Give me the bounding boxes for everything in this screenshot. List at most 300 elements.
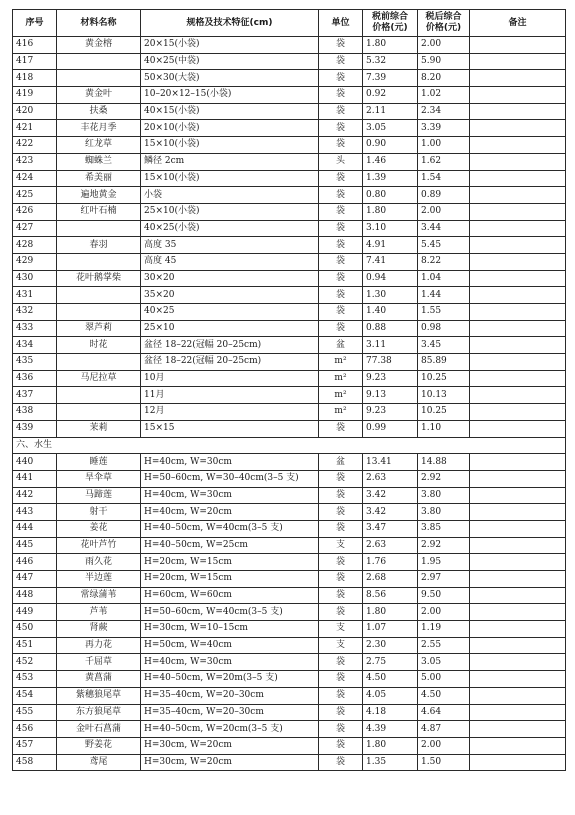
unit: 袋 [319, 470, 363, 487]
note [470, 537, 566, 554]
item-number: 429 [13, 253, 57, 270]
table-row [13, 754, 566, 771]
specification: H=35–40cm, W=20–30cm [141, 687, 319, 704]
material-name: 红龙草 [57, 137, 141, 154]
header-name: 材料名称 [57, 10, 141, 37]
note [470, 337, 566, 354]
header-no: 序号 [13, 10, 57, 37]
unit: 袋 [319, 420, 363, 437]
specification: 15×10(小袋) [141, 137, 319, 154]
note [470, 237, 566, 254]
pretax-price: 3.42 [363, 504, 418, 521]
pretax-price: 4.05 [363, 687, 418, 704]
table-row [13, 137, 566, 154]
pretax-price: 3.05 [363, 120, 418, 137]
unit: 袋 [319, 37, 363, 54]
specification: 40×25 [141, 304, 319, 321]
aftertax-price: 3.80 [418, 487, 470, 504]
aftertax-price: 9.50 [418, 587, 470, 604]
unit: 袋 [319, 704, 363, 721]
aftertax-price: 8.22 [418, 253, 470, 270]
unit: 盆 [319, 337, 363, 354]
unit: 袋 [319, 220, 363, 237]
pretax-price: 0.92 [363, 87, 418, 104]
unit: 袋 [319, 120, 363, 137]
material-name: 常绿蒲苇 [57, 587, 141, 604]
item-number: 456 [13, 721, 57, 738]
unit: 袋 [319, 687, 363, 704]
specification: 高度 45 [141, 253, 319, 270]
unit: 袋 [319, 137, 363, 154]
specification: H=40–50cm, W=25cm [141, 537, 319, 554]
material-name: 野姜花 [57, 737, 141, 754]
pretax-price: 1.80 [363, 737, 418, 754]
note [470, 470, 566, 487]
pretax-price: 9.13 [363, 387, 418, 404]
aftertax-price: 1.55 [418, 304, 470, 321]
item-number: 432 [13, 304, 57, 321]
table-row [13, 637, 566, 654]
material-name: 鸢尾 [57, 754, 141, 771]
aftertax-price: 5.90 [418, 53, 470, 70]
aftertax-price: 8.20 [418, 70, 470, 87]
table-row [13, 253, 566, 270]
item-number: 453 [13, 671, 57, 688]
table-row [13, 187, 566, 204]
table-row [13, 153, 566, 170]
table-row [13, 470, 566, 487]
item-number: 434 [13, 337, 57, 354]
pretax-price: 1.80 [363, 37, 418, 54]
table-row [13, 454, 566, 471]
note [470, 737, 566, 754]
aftertax-price: 1.50 [418, 754, 470, 771]
aftertax-price: 4.87 [418, 721, 470, 738]
item-number: 420 [13, 103, 57, 120]
unit: 袋 [319, 203, 363, 220]
aftertax-price: 1.00 [418, 137, 470, 154]
unit: 袋 [319, 737, 363, 754]
specification: 40×25(中袋) [141, 53, 319, 70]
table-row [13, 70, 566, 87]
material-name: 时花 [57, 337, 141, 354]
unit: 袋 [319, 103, 363, 120]
note [470, 170, 566, 187]
pretax-price: 1.76 [363, 554, 418, 571]
aftertax-price: 3.39 [418, 120, 470, 137]
table-row [13, 587, 566, 604]
specification: H=40cm, W=30cm [141, 454, 319, 471]
specification: 25×10 [141, 320, 319, 337]
aftertax-price: 1.10 [418, 420, 470, 437]
table-row [13, 87, 566, 104]
pretax-price: 2.30 [363, 637, 418, 654]
aftertax-price: 2.34 [418, 103, 470, 120]
unit: 袋 [319, 187, 363, 204]
item-number: 418 [13, 70, 57, 87]
item-number: 427 [13, 220, 57, 237]
unit: 袋 [319, 70, 363, 87]
aftertax-price: 0.89 [418, 187, 470, 204]
specification: 10–20×12–15(小袋) [141, 87, 319, 104]
pretax-price: 2.68 [363, 571, 418, 588]
note [470, 721, 566, 738]
material-name: 丰花月季 [57, 120, 141, 137]
item-number: 446 [13, 554, 57, 571]
material-name [57, 253, 141, 270]
table-row [13, 520, 566, 537]
note [470, 354, 566, 371]
item-number: 436 [13, 370, 57, 387]
pretax-price: 0.94 [363, 270, 418, 287]
specification: H=30cm, W=20cm [141, 737, 319, 754]
item-number: 443 [13, 504, 57, 521]
item-number: 424 [13, 170, 57, 187]
aftertax-price: 5.00 [418, 671, 470, 688]
header-note: 备注 [470, 10, 566, 37]
pretax-price: 7.41 [363, 253, 418, 270]
item-number: 437 [13, 387, 57, 404]
pretax-price: 3.10 [363, 220, 418, 237]
aftertax-price: 10.13 [418, 387, 470, 404]
aftertax-price: 1.19 [418, 621, 470, 638]
table-row [13, 220, 566, 237]
header-spec: 规格及技术特征(cm) [141, 10, 319, 37]
pretax-price: 0.80 [363, 187, 418, 204]
unit: 袋 [319, 320, 363, 337]
table-row [13, 571, 566, 588]
specification: H=30cm, W=20cm [141, 754, 319, 771]
pretax-price: 3.42 [363, 487, 418, 504]
table-row [13, 103, 566, 120]
aftertax-price: 85.89 [418, 354, 470, 371]
pretax-price: 9.23 [363, 404, 418, 421]
unit: 支 [319, 637, 363, 654]
note [470, 387, 566, 404]
table-row [13, 120, 566, 137]
specification: H=50cm, W=40cm [141, 637, 319, 654]
specification: 11月 [141, 387, 319, 404]
pretax-price: 4.18 [363, 704, 418, 721]
material-name: 旱伞草 [57, 470, 141, 487]
material-name [57, 304, 141, 321]
aftertax-price: 5.45 [418, 237, 470, 254]
unit: m² [319, 354, 363, 371]
pretax-price: 7.39 [363, 70, 418, 87]
note [470, 203, 566, 220]
specification: 12月 [141, 404, 319, 421]
table-body [13, 37, 566, 771]
item-number: 435 [13, 354, 57, 371]
note [470, 487, 566, 504]
note [470, 754, 566, 771]
table-row [13, 304, 566, 321]
item-number: 442 [13, 487, 57, 504]
material-name: 红叶石楠 [57, 203, 141, 220]
specification: 盆径 18–22(冠幅 20–25cm) [141, 354, 319, 371]
unit: 袋 [319, 87, 363, 104]
note [470, 120, 566, 137]
table-row [13, 737, 566, 754]
material-name [57, 354, 141, 371]
table-row [13, 337, 566, 354]
item-number: 452 [13, 654, 57, 671]
note [470, 53, 566, 70]
note [470, 370, 566, 387]
header-row [13, 10, 566, 37]
item-number: 444 [13, 520, 57, 537]
note [470, 687, 566, 704]
item-number: 430 [13, 270, 57, 287]
specification: H=40cm, W=20cm [141, 504, 319, 521]
section-row [13, 437, 566, 454]
item-number: 419 [13, 87, 57, 104]
item-number: 425 [13, 187, 57, 204]
aftertax-price: 1.54 [418, 170, 470, 187]
note [470, 220, 566, 237]
specification: 25×10(小袋) [141, 203, 319, 220]
table-row [13, 320, 566, 337]
material-name: 千屈草 [57, 654, 141, 671]
table-row [13, 170, 566, 187]
unit: 袋 [319, 654, 363, 671]
unit: 袋 [319, 253, 363, 270]
note [470, 520, 566, 537]
specification: 35×20 [141, 287, 319, 304]
material-name: 黄菖蒲 [57, 671, 141, 688]
item-number: 416 [13, 37, 57, 54]
material-name: 睡莲 [57, 454, 141, 471]
item-number: 417 [13, 53, 57, 70]
aftertax-price: 2.92 [418, 537, 470, 554]
item-number: 448 [13, 587, 57, 604]
specification: 盆径 18–22(冠幅 20–25cm) [141, 337, 319, 354]
item-number: 440 [13, 454, 57, 471]
aftertax-price: 3.44 [418, 220, 470, 237]
aftertax-price: 2.00 [418, 203, 470, 220]
material-name [57, 287, 141, 304]
specification: 小袋 [141, 187, 319, 204]
item-number: 455 [13, 704, 57, 721]
note [470, 153, 566, 170]
specification: 15×15 [141, 420, 319, 437]
material-name: 花叶鹅掌柴 [57, 270, 141, 287]
item-number: 451 [13, 637, 57, 654]
material-name: 花叶芦竹 [57, 537, 141, 554]
note [470, 671, 566, 688]
specification: 高度 35 [141, 237, 319, 254]
specification: H=40–50cm, W=20m(3–5 支) [141, 671, 319, 688]
table-row [13, 354, 566, 371]
pretax-price: 1.40 [363, 304, 418, 321]
unit: 袋 [319, 504, 363, 521]
specification: H=40cm, W=30cm [141, 487, 319, 504]
pretax-price: 9.23 [363, 370, 418, 387]
section-title: 六、水生 [13, 437, 566, 454]
price-table [12, 9, 566, 771]
material-name: 黄金榕 [57, 37, 141, 54]
specification: H=50–60cm, W=30–40cm(3–5 支) [141, 470, 319, 487]
table-row [13, 504, 566, 521]
note [470, 253, 566, 270]
pretax-price: 1.46 [363, 153, 418, 170]
pretax-price: 1.80 [363, 203, 418, 220]
unit: 盆 [319, 454, 363, 471]
table-row [13, 537, 566, 554]
aftertax-price: 1.44 [418, 287, 470, 304]
specification: H=30cm, W=10–15cm [141, 621, 319, 638]
note [470, 504, 566, 521]
specification: 40×15(小袋) [141, 103, 319, 120]
pretax-price: 0.99 [363, 420, 418, 437]
aftertax-price: 2.00 [418, 37, 470, 54]
aftertax-price: 1.02 [418, 87, 470, 104]
table-row [13, 287, 566, 304]
unit: 支 [319, 621, 363, 638]
material-name [57, 220, 141, 237]
unit: 袋 [319, 554, 363, 571]
specification: 40×25(小袋) [141, 220, 319, 237]
note [470, 704, 566, 721]
note [470, 37, 566, 54]
item-number: 441 [13, 470, 57, 487]
table-row [13, 237, 566, 254]
pretax-price: 4.50 [363, 671, 418, 688]
specification: H=40–50cm, W=40cm(3–5 支) [141, 520, 319, 537]
table-row [13, 487, 566, 504]
specification: 10月 [141, 370, 319, 387]
unit: 袋 [319, 571, 363, 588]
note [470, 587, 566, 604]
unit: 袋 [319, 671, 363, 688]
specification: 30×20 [141, 270, 319, 287]
unit: 袋 [319, 604, 363, 621]
unit: 袋 [319, 721, 363, 738]
aftertax-price: 2.00 [418, 604, 470, 621]
item-number: 445 [13, 537, 57, 554]
unit: 袋 [319, 53, 363, 70]
item-number: 433 [13, 320, 57, 337]
pretax-price: 1.35 [363, 754, 418, 771]
note [470, 187, 566, 204]
header-pretax-price: 税前综合 价格(元) [363, 10, 418, 37]
note [470, 420, 566, 437]
table-row [13, 704, 566, 721]
table-row [13, 203, 566, 220]
item-number: 450 [13, 621, 57, 638]
specification: H=20cm, W=15cm [141, 571, 319, 588]
material-name: 蜘蛛兰 [57, 153, 141, 170]
aftertax-price: 2.92 [418, 470, 470, 487]
table-row [13, 671, 566, 688]
material-name [57, 404, 141, 421]
aftertax-price: 3.80 [418, 504, 470, 521]
pretax-price: 4.91 [363, 237, 418, 254]
material-name: 马蹄莲 [57, 487, 141, 504]
note [470, 571, 566, 588]
aftertax-price: 1.62 [418, 153, 470, 170]
note [470, 604, 566, 621]
header-aftertax-price: 税后综合 价格(元) [418, 10, 470, 37]
item-number: 431 [13, 287, 57, 304]
unit: 袋 [319, 754, 363, 771]
item-number: 438 [13, 404, 57, 421]
specification: 20×10(小袋) [141, 120, 319, 137]
material-name: 希美丽 [57, 170, 141, 187]
material-name: 茉莉 [57, 420, 141, 437]
note [470, 137, 566, 154]
pretax-price: 0.88 [363, 320, 418, 337]
material-name: 东方狼尾草 [57, 704, 141, 721]
table-row [13, 687, 566, 704]
pretax-price: 77.38 [363, 354, 418, 371]
table-row [13, 604, 566, 621]
material-name: 翠芦莉 [57, 320, 141, 337]
material-name: 遍地黄金 [57, 187, 141, 204]
specification: H=40cm, W=30cm [141, 654, 319, 671]
specification: 20×15(小袋) [141, 37, 319, 54]
table-row [13, 37, 566, 54]
item-number: 423 [13, 153, 57, 170]
pretax-price: 3.11 [363, 337, 418, 354]
pretax-price: 1.07 [363, 621, 418, 638]
note [470, 287, 566, 304]
material-name: 姜花 [57, 520, 141, 537]
header-unit: 单位 [319, 10, 363, 37]
pretax-price: 3.47 [363, 520, 418, 537]
pretax-price: 5.32 [363, 53, 418, 70]
material-name: 肾蕨 [57, 621, 141, 638]
unit: 袋 [319, 304, 363, 321]
material-name [57, 70, 141, 87]
note [470, 554, 566, 571]
note [470, 621, 566, 638]
aftertax-price: 1.04 [418, 270, 470, 287]
specification: H=40–50cm, W=20cm(3–5 支) [141, 721, 319, 738]
item-number: 428 [13, 237, 57, 254]
material-name: 雨久花 [57, 554, 141, 571]
note [470, 404, 566, 421]
pretax-price: 1.80 [363, 604, 418, 621]
material-name: 射干 [57, 504, 141, 521]
pretax-price: 4.39 [363, 721, 418, 738]
specification: 15×10(小袋) [141, 170, 319, 187]
table-row [13, 270, 566, 287]
aftertax-price: 0.98 [418, 320, 470, 337]
pretax-price: 1.30 [363, 287, 418, 304]
material-name [57, 387, 141, 404]
note [470, 270, 566, 287]
item-number: 449 [13, 604, 57, 621]
aftertax-price: 2.00 [418, 737, 470, 754]
unit: 袋 [319, 587, 363, 604]
note [470, 304, 566, 321]
unit: 袋 [319, 237, 363, 254]
note [470, 320, 566, 337]
material-name [57, 53, 141, 70]
table-row [13, 53, 566, 70]
item-number: 439 [13, 420, 57, 437]
note [470, 70, 566, 87]
pretax-price: 1.39 [363, 170, 418, 187]
unit: m² [319, 404, 363, 421]
table-row [13, 721, 566, 738]
pretax-price: 8.56 [363, 587, 418, 604]
specification: H=50–60cm, W=40cm(3–5 支) [141, 604, 319, 621]
table-row [13, 554, 566, 571]
material-name: 金叶石菖蒲 [57, 721, 141, 738]
material-name: 再力花 [57, 637, 141, 654]
